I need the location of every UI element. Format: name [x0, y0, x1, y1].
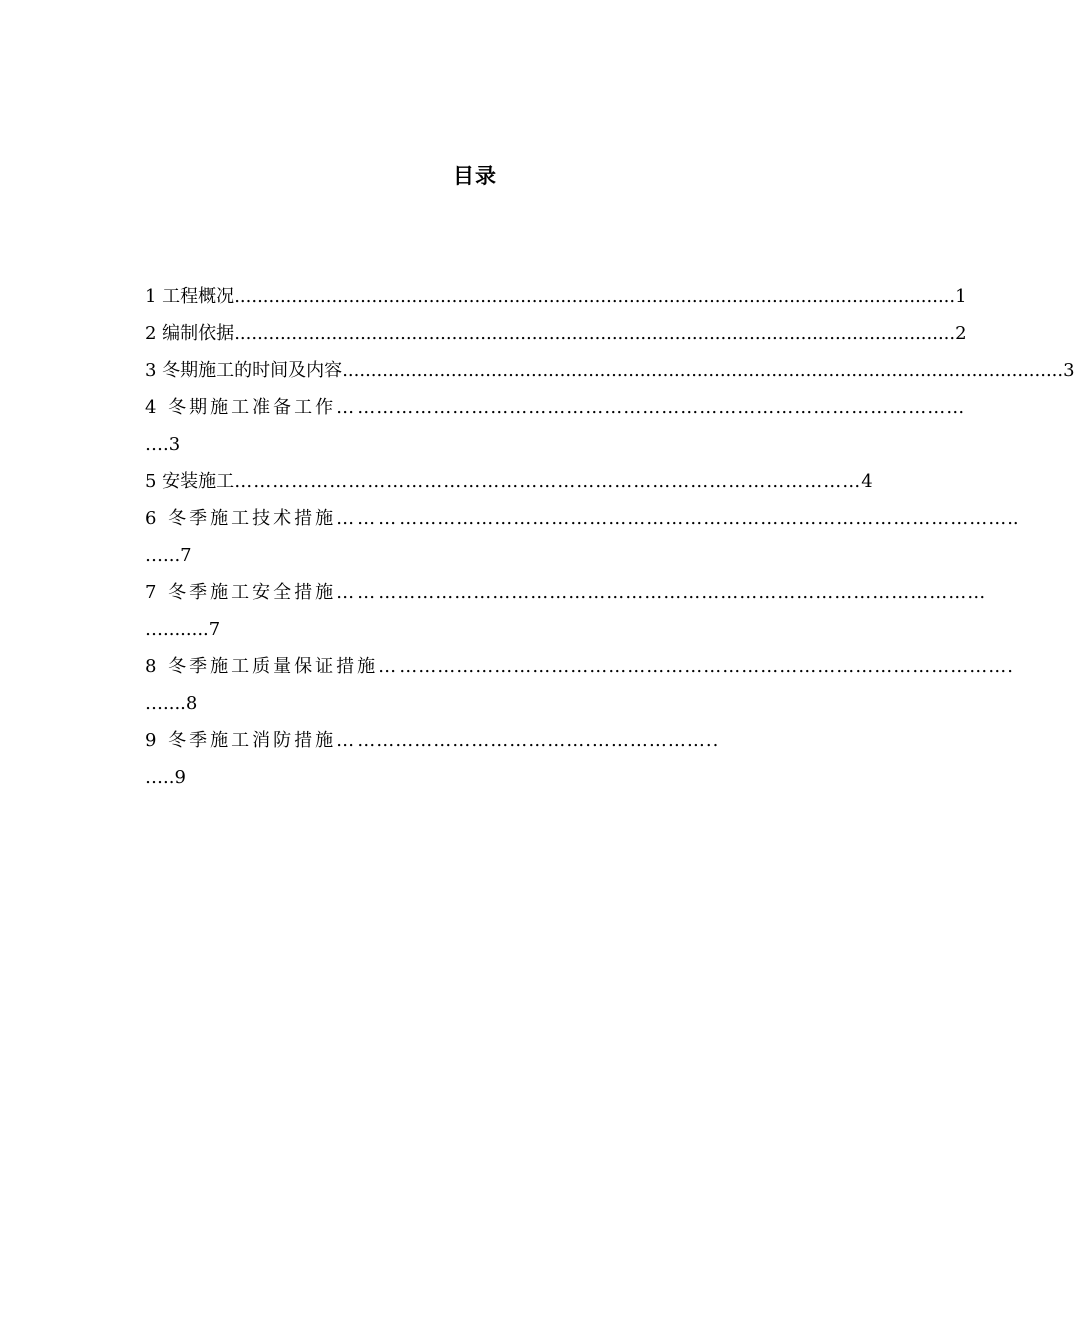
toc-entry-label: 7 冬季施工安全措施……: [145, 582, 379, 603]
toc-title: 目录: [453, 163, 497, 188]
toc-entry-leader: ……………………………….………………..: [357, 730, 720, 751]
toc-entry[interactable]: [145, 357, 1075, 394]
toc-entry[interactable]: [145, 727, 807, 764]
toc-entry-label: 8 冬季施工质量保证措施…: [145, 656, 400, 677]
toc-entry-continuation: …....8: [145, 693, 198, 714]
toc-entry-leader: ..............................................................................................................................: [342, 360, 1064, 381]
toc-entry-label: 6 冬季施工技术措施………: [145, 508, 400, 529]
toc-entry-page: .: [1007, 656, 1013, 677]
toc-entry-page: 1: [955, 286, 967, 307]
toc-entry-label: 5 安装施工: [145, 471, 235, 492]
toc-entry-leader: ………………………………………………………………………………………: [234, 471, 862, 492]
toc-entry-continuation: …..9: [145, 767, 186, 788]
toc-entry-label: 1 工程概况: [145, 286, 235, 307]
toc-entry[interactable]: [145, 468, 873, 505]
toc-entry-page: 2: [955, 323, 967, 344]
toc-entry-continuation: …...7: [145, 545, 192, 566]
toc-entry-leader: ……………………………………………………………………………………: [399, 656, 1008, 677]
table-of-contents: [145, 283, 1075, 801]
toc-entry-leader: ……………………………………………………………………………………: [378, 582, 987, 603]
toc-entry-page: 3: [1063, 360, 1075, 381]
toc-entry-leader: ..............................................................................................................................: [234, 323, 956, 344]
toc-entry-continuation: …........7: [145, 619, 221, 640]
toc-entry-leader: ……………………………………………………………………………………: [399, 508, 1008, 529]
toc-entry-continuation: ….3: [145, 434, 181, 455]
toc-entry[interactable]: [145, 283, 967, 320]
toc-entry-label: 9 冬季施工消防措施…: [145, 730, 358, 751]
toc-entry-leader: ……………………………………………………………………………………: [357, 397, 966, 418]
toc-entry-label: 2 编制依据: [145, 323, 235, 344]
toc-entry-page: 4: [861, 471, 873, 492]
toc-entry[interactable]: [145, 505, 1019, 542]
toc-entry-label: 3 冬期施工的时间及内容: [145, 360, 343, 381]
toc-entry[interactable]: [145, 394, 966, 431]
toc-entry-leader: ..............................................................................................................................: [234, 286, 956, 307]
toc-entry[interactable]: [145, 653, 1013, 690]
toc-entry-page: ..: [1007, 508, 1019, 529]
toc-entry-label: 4 冬期施工准备工作…: [145, 397, 358, 418]
toc-entry[interactable]: [145, 320, 967, 357]
toc-entry[interactable]: [145, 579, 987, 616]
